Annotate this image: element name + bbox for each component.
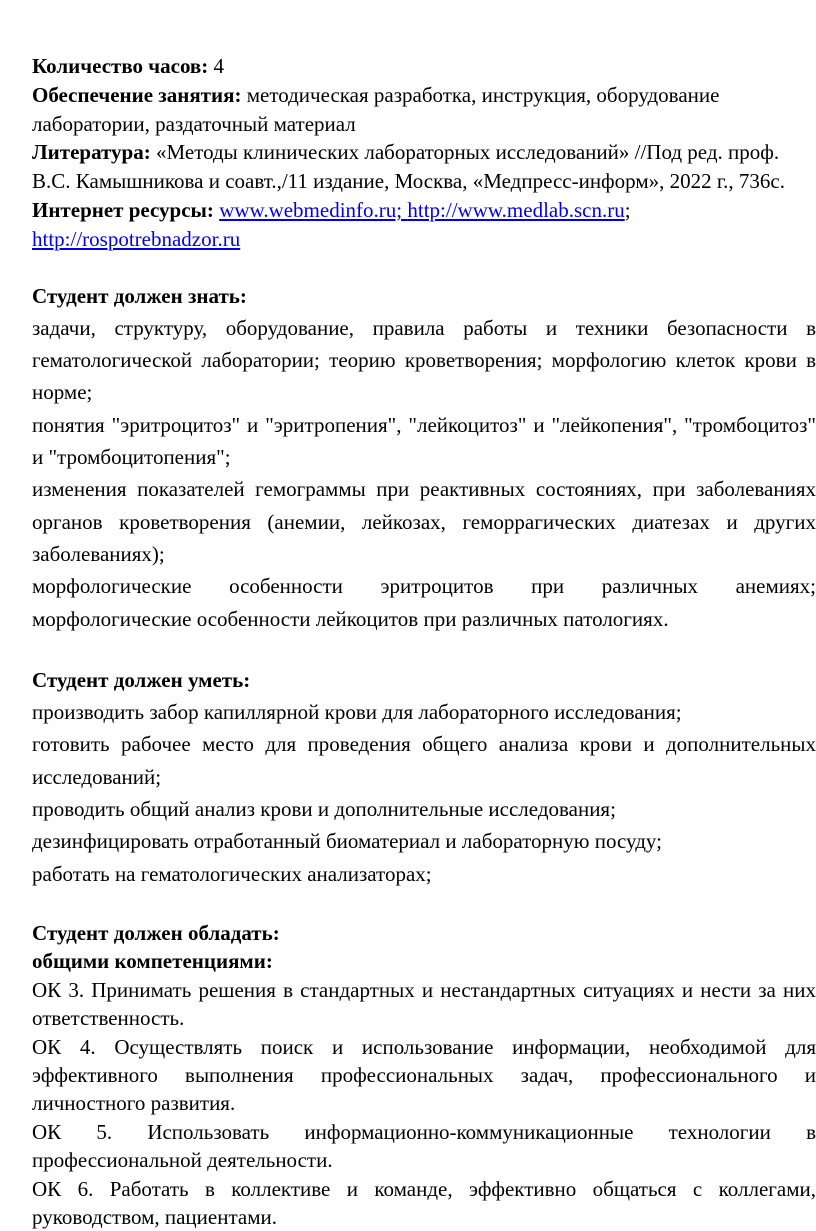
provision-label: Обеспечение занятия: <box>32 82 242 107</box>
able-item: проводить общий анализ крови и дополнительные исследования; <box>32 797 616 822</box>
competency-item: ОК 6. Работать в коллективе и команде, эффективно общаться с коллегами, руководством, пациентами. <box>32 1176 816 1229</box>
competencies-heading: Студент должен обладать: <box>32 920 280 945</box>
literature-value: «Методы клинических лабораторных исследований» //Под ред. проф. В.С. Камышникова и соавт.,/11 издание, Москва, «Медпресс-информ», 2022 г., 736с. <box>32 140 785 194</box>
link-rospotrebnadzor[interactable]: http://rospotrebnadzor.ru <box>32 226 241 251</box>
know-section <box>32 280 816 635</box>
competency-item: ОК 5. Использовать информационно-коммуникационные технологии в профессиональной деятельности. <box>32 1119 816 1173</box>
competency-item: ОК 3. Принимать решения в стандартных и нестандартных ситуациях и нести за них ответственность. <box>32 977 816 1031</box>
competencies-subheading: общими компетенциями: <box>32 949 273 974</box>
internet-line <box>32 196 816 254</box>
provision-value: методическая разработка, инструкция, оборудование лаборатории, раздаточный материал <box>32 82 720 136</box>
hours-value: 4 <box>208 54 225 78</box>
know-item: изменения показателей гемограммы при реактивных состояниях, при заболеваниях органов кроветворения (анемии, лейкозах, геморрагических диатезах и других заболеваниях); <box>32 477 816 566</box>
internet-label: Интернет ресурсы: <box>32 197 214 222</box>
literature-line <box>32 138 816 196</box>
able-item: готовить рабочее место для проведения общего анализа крови и дополнительных исследований; <box>32 732 816 789</box>
hours-label: Количество часов: <box>32 54 209 78</box>
able-item: производить забор капиллярной крови для лабораторного исследования; <box>32 700 682 725</box>
able-section <box>32 664 816 890</box>
document-page <box>32 52 816 1231</box>
know-item: задачи, структуру, оборудование, правила работы и техники безопасности в гематологической лаборатории; теорию кроветворения; морфологию клеток крови в норме; <box>32 315 816 405</box>
competencies-section <box>32 919 816 1231</box>
know-heading: Студент должен знать: <box>32 283 247 308</box>
link-medlab[interactable]: http://www.medlab.scn.ru <box>407 197 625 222</box>
know-item: морфологические особенности эритроцитов при различных анемиях; морфологические особенности лейкоцитов при различных патологиях. <box>32 574 816 631</box>
lesson-meta <box>32 52 816 254</box>
hours-line <box>32 52 816 81</box>
link-webmedinfo[interactable]: www.webmedinfo.ru; <box>219 197 408 222</box>
provision-line <box>32 81 816 139</box>
able-item: дезинфицировать отработанный биоматериал и лабораторную посуду; <box>32 829 662 854</box>
competency-item: ОК 4. Осуществлять поиск и использование информации, необходимой для эффективного выполнения профессиональных задач, профессионального и личностного развития. <box>32 1034 816 1116</box>
able-heading: Студент должен уметь: <box>32 667 251 692</box>
know-item: понятия "эритроцитоз" и "эритропения", "лейкоцитоз" и "лейкопения", "тромбоцитоз" и "тромбоцитопения"; <box>32 412 816 470</box>
link-separator: ; <box>624 197 631 222</box>
able-item: работать на гематологических анализаторах; <box>32 861 432 886</box>
literature-label: Литература: <box>32 140 151 165</box>
